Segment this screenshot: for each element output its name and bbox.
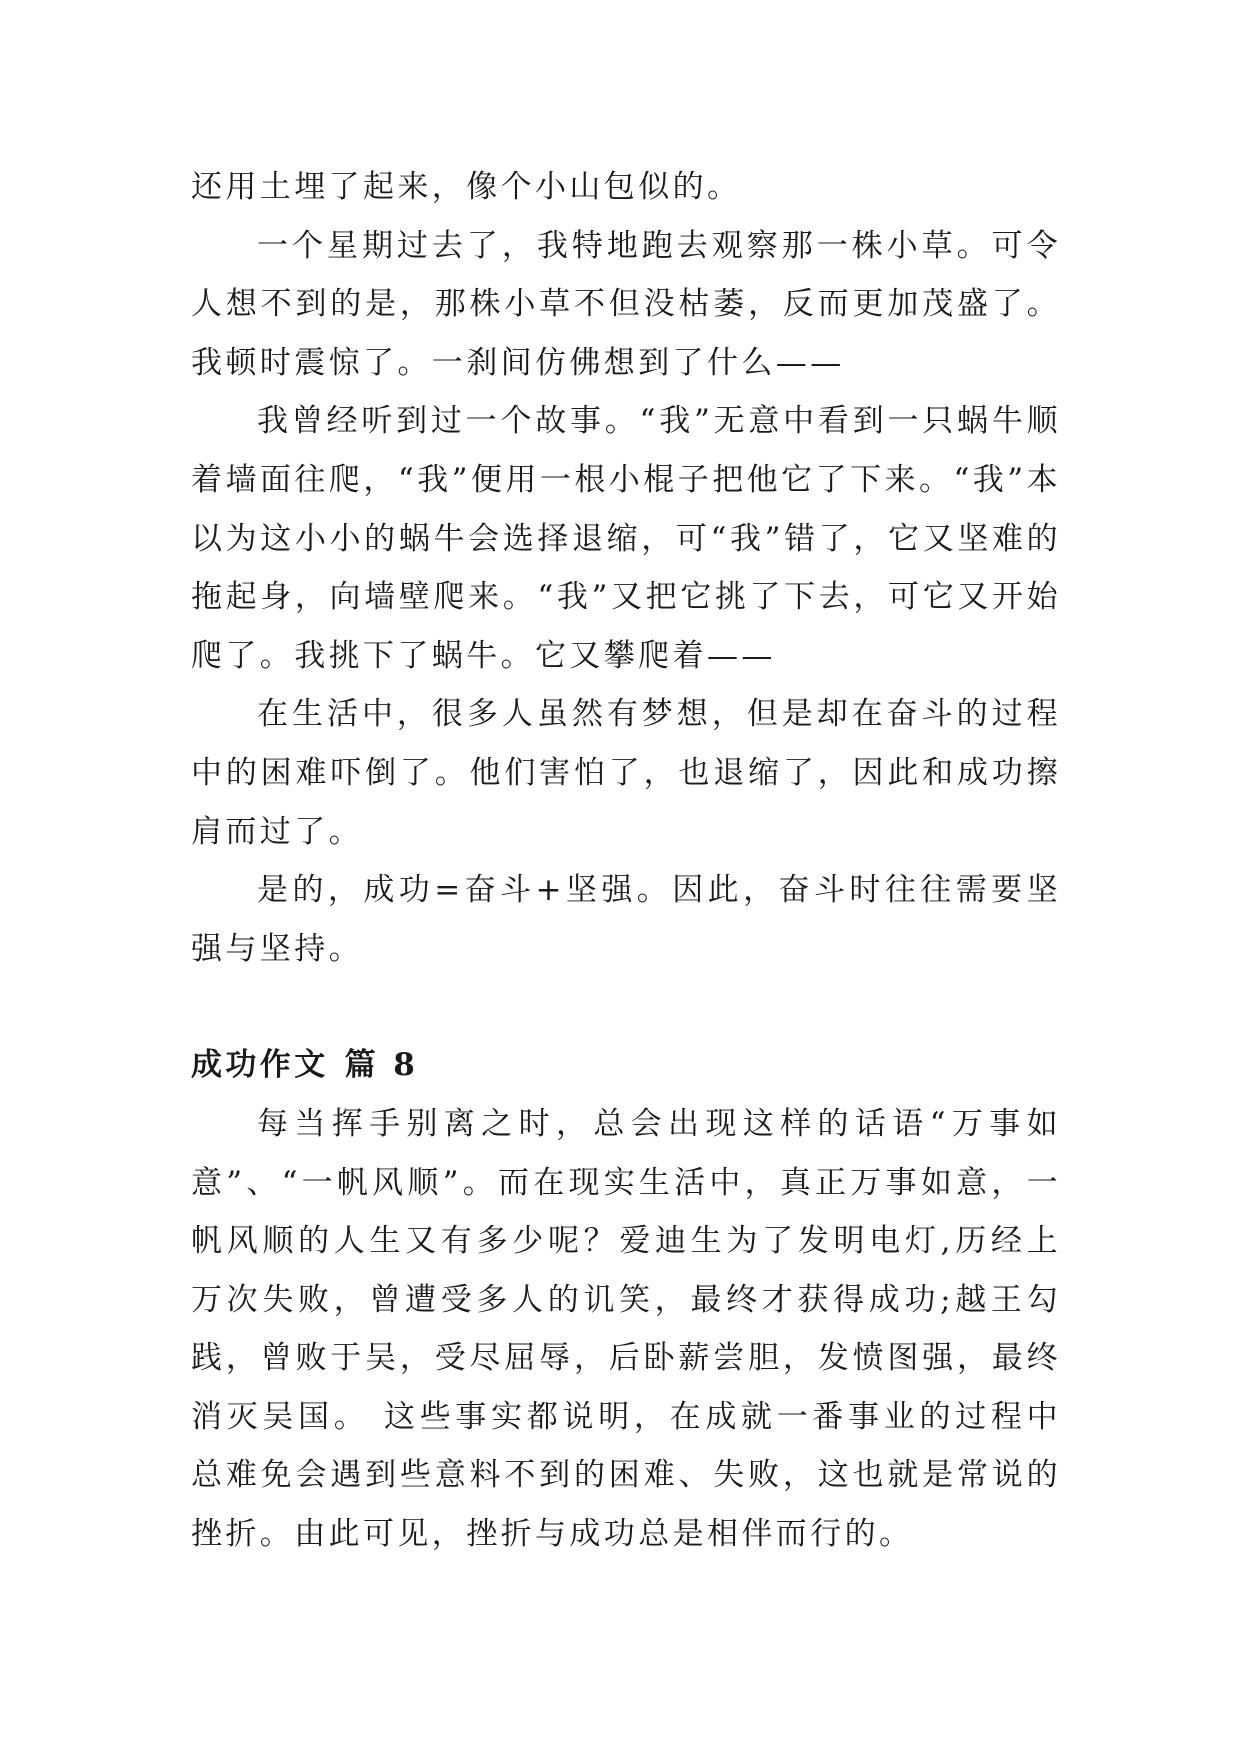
paragraph: 我曾经听到过一个故事。“我”无意中看到一只蜗牛顺着墙面往爬，“我”便用一根小棍子把他它了下来。“我”本以为这小小的蜗牛会选择退缩，可“我”错了，它又坚难的拖起身，向墙壁爬来。“我”又把它挑了下去，可它又开始爬了。我挑下了蜗牛。它又攀爬着—— — [191, 403, 1061, 674]
paragraph: 一个星期过去了，我特地跑去观察那一株小草。可令人想不到的是，那株小草不但没枯萎，反而更加茂盛了。我顿时震惊了。一刹间仿佛想到了什么—— — [191, 227, 1061, 381]
section-heading — [191, 1036, 1061, 1095]
paragraph: 在生活中，很多人虽然有梦想，但是却在奋斗的过程中的困难吓倒了。他们害怕了，也退缩了，因此和成功擦肩而过了。 — [191, 696, 1061, 850]
paragraph: 是的，成功=奋斗+坚强。因此，奋斗时往往需要坚强与坚持。 — [191, 872, 1061, 967]
document-body — [191, 158, 1061, 1564]
section-gap — [191, 978, 1061, 1036]
paragraph-continuation: 还用土埋了起来，像个小山包似的。 — [191, 169, 742, 205]
section-heading-number: 篇 8 — [344, 1047, 419, 1084]
section-heading-title: 成功作文 — [191, 1047, 329, 1084]
paragraph: 每当挥手别离之时，总会出现这样的话语“万事如意”、“一帆风顺”。而在现实生活中，真正万事如意，一帆风顺的人生又有多少呢？爱迪生为了发明电灯,历经上万次失败，曾遭受多人的讥笑，最终才获得成功;越王勾践，曾败于吴，受尽屈辱，后卧薪尝胆，发愤图强，最终消灭吴国。 这些事实都说明，在成就一番事业的过程中总难免会遇到些意料不到的困难、失败，这也就是常说的挫折。由此可见，挫折与成功总是相伴而行的。 — [191, 1105, 1061, 1553]
